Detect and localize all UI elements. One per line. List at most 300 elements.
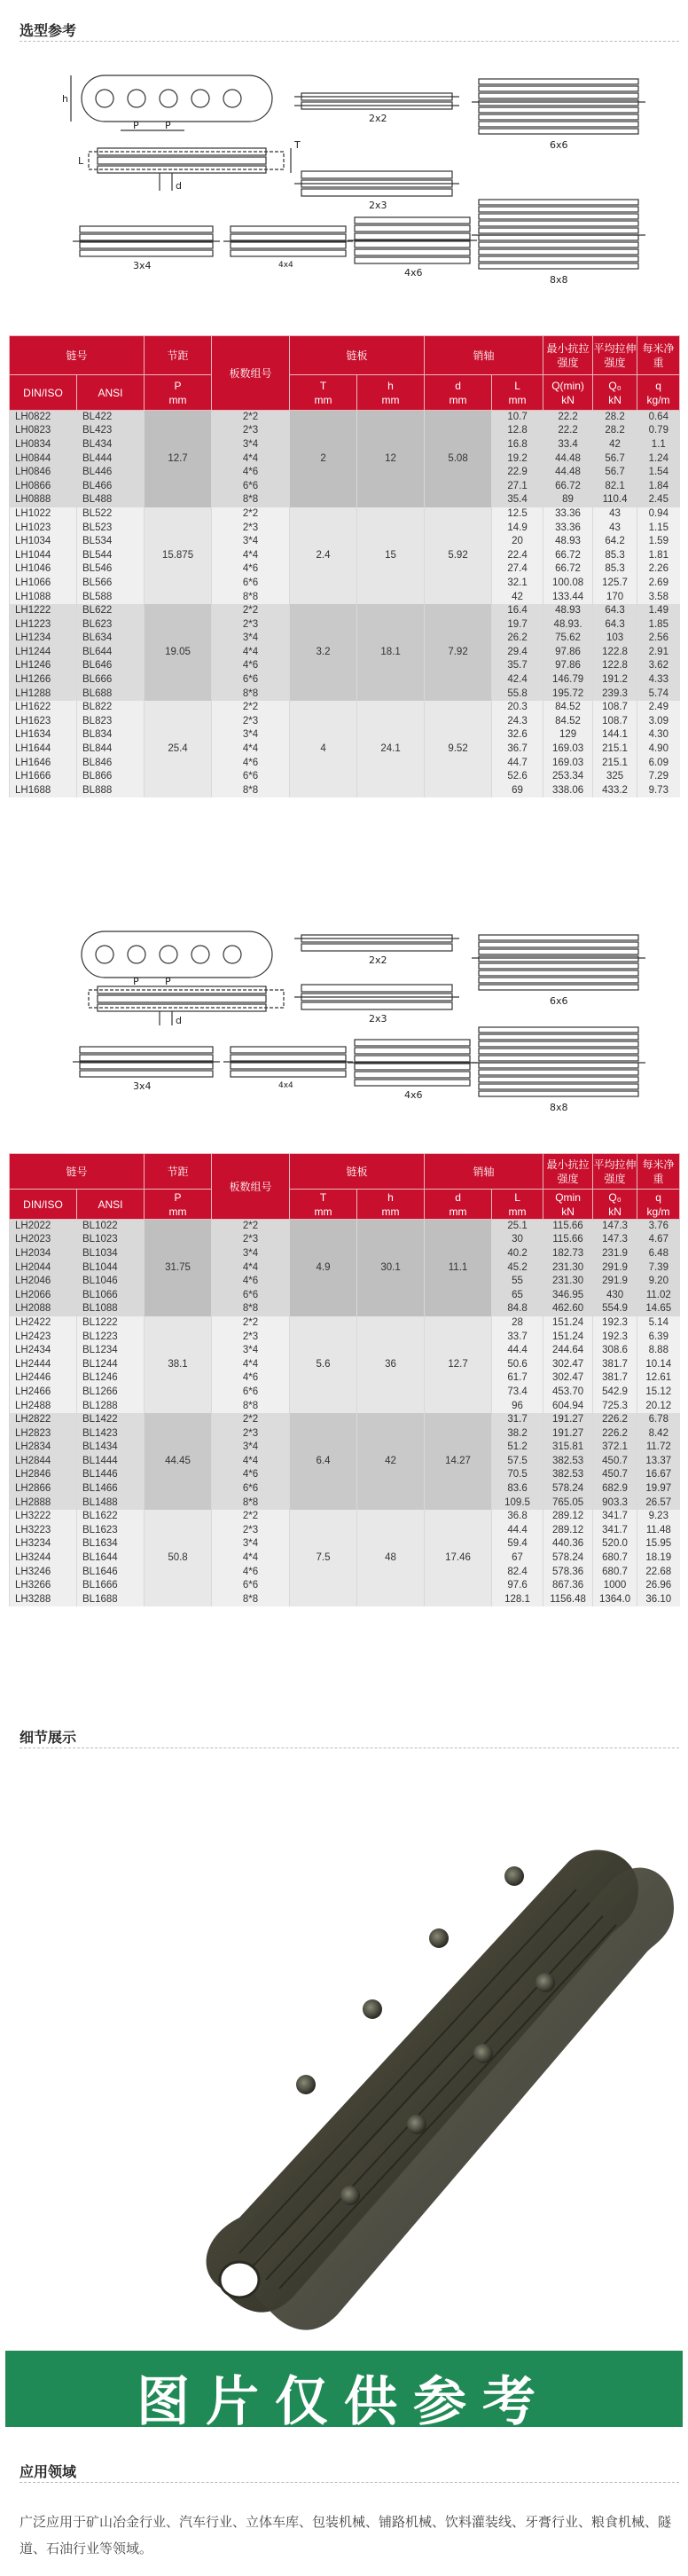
table-cell: 43	[593, 521, 637, 535]
banner-text: 图片仅供参考	[137, 2371, 551, 2433]
table-cell: LH2823	[10, 1426, 77, 1441]
table-cell: LH1046	[10, 562, 77, 577]
table-cell: 381.7	[593, 1371, 637, 1386]
table-cell: 231.9	[593, 1247, 637, 1261]
header-q0-sym: Q₀	[608, 379, 622, 392]
h-cell: 42	[357, 1413, 425, 1510]
header-t-unit: mm	[314, 1205, 332, 1218]
header-plate: 链板	[290, 1154, 425, 1190]
label-6x6: 6x6	[550, 139, 568, 151]
table-cell: 28	[492, 1316, 543, 1331]
table-cell: 725.3	[593, 1399, 637, 1413]
t-cell: 7.5	[290, 1510, 357, 1606]
table-cell: LH2434	[10, 1344, 77, 1358]
table-cell: LH1623	[10, 715, 77, 729]
table-cell: 462.60	[543, 1302, 593, 1316]
table-cell: 291.9	[593, 1275, 637, 1289]
table-cell: 14.65	[637, 1302, 680, 1316]
table-cell: LH1022	[10, 507, 77, 522]
table-cell: 57.5	[492, 1455, 543, 1469]
table-cell: 20	[492, 535, 543, 549]
table-cell: 97.6	[492, 1579, 543, 1593]
section-detail-heading	[0, 1723, 688, 1749]
section-title: 选型参考	[20, 22, 77, 39]
table-cell: 33.7	[492, 1330, 543, 1344]
table-cell: 84.8	[492, 1302, 543, 1316]
table-cell: LH1088	[10, 590, 77, 604]
header-w-unit: kg/m	[646, 393, 670, 406]
header-chain-no: 链号	[10, 1154, 145, 1190]
header-w-sym: q	[655, 1190, 661, 1204]
table-cell: 0.64	[637, 411, 680, 425]
table-cell: 578.24	[543, 1551, 593, 1566]
table-cell: 6*6	[212, 673, 290, 687]
table-cell: 83.6	[492, 1482, 543, 1496]
table-cell: BL634	[77, 632, 145, 646]
table-cell: LH2088	[10, 1302, 77, 1316]
table-cell: 226.2	[593, 1426, 637, 1441]
table-cell: 97.86	[543, 659, 593, 673]
spec-table-2	[9, 1153, 680, 1606]
table-cell: 15.95	[637, 1537, 680, 1551]
table-row	[10, 507, 680, 522]
table-cell: BL1266	[77, 1386, 145, 1400]
header-din-iso: DIN/ISO	[10, 375, 77, 411]
table-cell: BL1022	[77, 1220, 145, 1234]
pitch-cell: 31.75	[145, 1220, 212, 1316]
chain-lacing-diagram-2	[62, 923, 647, 1149]
table-cell: 19.7	[492, 617, 543, 632]
table-cell: 66.72	[543, 562, 593, 577]
table-cell: 61.7	[492, 1371, 543, 1386]
table-cell: 1156.48	[543, 1593, 593, 1607]
header-w-unit: kg/m	[646, 1205, 670, 1218]
table-cell: LH1266	[10, 673, 77, 687]
table-cell: 253.34	[543, 770, 593, 784]
table-cell: LH1023	[10, 521, 77, 535]
header-ansi: ANSI	[77, 375, 145, 411]
table-cell: LH0888	[10, 493, 77, 507]
table-cell: 65	[492, 1288, 543, 1302]
table-cell: 6.78	[637, 1413, 680, 1427]
table-cell: 28.2	[593, 424, 637, 438]
header-min-tensile: 最小抗拉强度	[543, 336, 593, 375]
table-cell: 56.7	[593, 452, 637, 466]
section-title: 细节展示	[20, 1729, 77, 1746]
table-cell: 2*3	[212, 424, 290, 438]
table-cell: 4*4	[212, 1357, 290, 1371]
table-cell: 9.73	[637, 784, 680, 798]
table-cell: 64.2	[593, 535, 637, 549]
label-3x4: 3x4	[133, 260, 152, 271]
table-cell: 2*2	[212, 411, 290, 425]
header-t-sym: T	[319, 1190, 327, 1204]
table-cell: 338.06	[543, 784, 593, 798]
t-cell: 2	[290, 411, 357, 507]
header-chain-no: 链号	[10, 336, 145, 375]
table-cell: LH0866	[10, 479, 77, 493]
table-cell: BL844	[77, 742, 145, 757]
table-cell: 9.23	[637, 1510, 680, 1524]
h-cell: 36	[357, 1316, 425, 1413]
table-cell: 144.1	[593, 728, 637, 742]
table-cell: 44.4	[492, 1524, 543, 1538]
label-8x8: 8x8	[550, 1102, 568, 1113]
table-cell: 11.02	[637, 1288, 680, 1302]
table-cell: 169.03	[543, 756, 593, 770]
table-cell: 44.48	[543, 452, 593, 466]
table-cell: 1.85	[637, 617, 680, 632]
table-cell: BL666	[77, 673, 145, 687]
table-cell: 129	[543, 728, 593, 742]
table-cell: 3*4	[212, 632, 290, 646]
t-cell: 3.2	[290, 604, 357, 701]
table-cell: 29.4	[492, 646, 543, 660]
header-lacing: 板数组号	[212, 1154, 290, 1220]
table-cell: 10.7	[492, 411, 543, 425]
table-cell: 33.4	[543, 438, 593, 452]
table-cell: 680.7	[593, 1565, 637, 1579]
pitch-cell: 50.8	[145, 1510, 212, 1606]
table-cell: 192.3	[593, 1316, 637, 1331]
table-cell: 6*6	[212, 1288, 290, 1302]
label-8x8: 8x8	[550, 274, 568, 286]
table-cell: 3.76	[637, 1220, 680, 1234]
header-q0	[593, 375, 637, 411]
table-cell: 16.4	[492, 604, 543, 618]
table-cell: 32.1	[492, 577, 543, 591]
table-cell: 4.90	[637, 742, 680, 757]
table-cell: 346.95	[543, 1288, 593, 1302]
table-cell: 8.88	[637, 1344, 680, 1358]
h-cell: 48	[357, 1510, 425, 1606]
label-2x3: 2x3	[369, 1013, 387, 1025]
table-cell: 115.66	[543, 1233, 593, 1247]
label-3x4: 3x4	[133, 1080, 152, 1092]
table-cell: 244.64	[543, 1344, 593, 1358]
table-cell: 239.3	[593, 687, 637, 701]
table-cell: BL623	[77, 617, 145, 632]
table-cell: BL588	[77, 590, 145, 604]
table-cell: LH1222	[10, 604, 77, 618]
h-cell: 24.1	[357, 701, 425, 797]
label-2x3: 2x3	[369, 200, 387, 211]
table-cell: 450.7	[593, 1455, 637, 1469]
table-cell: 36.8	[492, 1510, 543, 1524]
header-t-sym: T	[319, 379, 327, 392]
table-cell: BL1434	[77, 1441, 145, 1455]
table-cell: 3*4	[212, 728, 290, 742]
table-cell: 3*4	[212, 1247, 290, 1261]
table-cell: 578.36	[543, 1565, 593, 1579]
table-cell: 5.14	[637, 1316, 680, 1331]
t-cell: 4	[290, 701, 357, 797]
table-cell: 430	[593, 1288, 637, 1302]
header-q0-unit: kN	[608, 1205, 622, 1218]
table-cell: LH1634	[10, 728, 77, 742]
spec-table-body	[10, 1220, 680, 1607]
table-cell: 45.2	[492, 1261, 543, 1275]
header-d-sym: d	[455, 1190, 461, 1204]
table-cell: 69	[492, 784, 543, 798]
table-cell: 604.94	[543, 1399, 593, 1413]
table-cell: LH2066	[10, 1288, 77, 1302]
table-cell: 22.9	[492, 466, 543, 480]
table-cell: LH2423	[10, 1330, 77, 1344]
table-cell: LH2844	[10, 1455, 77, 1469]
header-d-unit: mm	[449, 393, 467, 406]
table-cell: 151.24	[543, 1316, 593, 1331]
section-application-heading	[0, 2457, 688, 2484]
table-cell: 341.7	[593, 1524, 637, 1538]
table-cell: 5.74	[637, 687, 680, 701]
table-cell: LH1066	[10, 577, 77, 591]
table-cell: 192.3	[593, 1330, 637, 1344]
table-cell: 36.10	[637, 1593, 680, 1607]
table-cell: LH2046	[10, 1275, 77, 1289]
table-cell: LH1234	[10, 632, 77, 646]
table-cell: 84.52	[543, 715, 593, 729]
pitch-cell: 15.875	[145, 507, 212, 604]
table-cell: 1.54	[637, 466, 680, 480]
table-cell: 372.1	[593, 1441, 637, 1455]
table-cell: 195.72	[543, 687, 593, 701]
header-q0	[593, 1190, 637, 1220]
d-cell: 9.52	[425, 701, 492, 797]
table-cell: 108.7	[593, 715, 637, 729]
header-l-unit: mm	[508, 393, 527, 406]
table-cell: 3.09	[637, 715, 680, 729]
table-cell: 3*4	[212, 1537, 290, 1551]
table-cell: BL1423	[77, 1426, 145, 1441]
table-cell: 1.15	[637, 521, 680, 535]
label-4x6: 4x6	[404, 267, 423, 279]
table-cell: 169.03	[543, 742, 593, 757]
table-cell: 151.24	[543, 1330, 593, 1344]
h-cell: 30.1	[357, 1220, 425, 1316]
header-pin: 销轴	[425, 336, 543, 375]
table-cell: 128.1	[492, 1593, 543, 1607]
table-cell: 8*8	[212, 1399, 290, 1413]
table-cell: 147.3	[593, 1220, 637, 1234]
d-cell: 12.7	[425, 1316, 492, 1413]
table-cell: 14.9	[492, 521, 543, 535]
table-cell: 42.4	[492, 673, 543, 687]
table-cell: 6*6	[212, 1386, 290, 1400]
table-cell: BL888	[77, 784, 145, 798]
header-t	[290, 1190, 357, 1220]
table-cell: 433.2	[593, 784, 637, 798]
table-cell: BL522	[77, 507, 145, 522]
table-cell: 11.72	[637, 1441, 680, 1455]
table-cell: 2.26	[637, 562, 680, 577]
table-cell: 8*8	[212, 590, 290, 604]
table-cell: LH2822	[10, 1413, 77, 1427]
table-cell: 4*4	[212, 1261, 290, 1275]
table-cell: BL644	[77, 646, 145, 660]
header-l-sym: L	[514, 1190, 520, 1204]
application-description: 广泛应用于矿山冶金行业、汽车行业、立体车库、包装机械、铺路机械、饮料灌装线、牙膏行业、粮食机械、隧道、石油行业等领域。	[20, 2514, 672, 2556]
table-cell: LH3288	[10, 1593, 77, 1607]
table-cell: 4*6	[212, 466, 290, 480]
table-cell: 22.4	[492, 548, 543, 562]
table-cell: 44.48	[543, 466, 593, 480]
table-cell: 3*4	[212, 535, 290, 549]
table-cell: 341.7	[593, 1510, 637, 1524]
table-cell: LH3266	[10, 1579, 77, 1593]
header-h-sym: h	[387, 379, 394, 392]
table-cell: 125.7	[593, 577, 637, 591]
table-cell: BL1046	[77, 1275, 145, 1289]
table-cell: 2*2	[212, 1510, 290, 1524]
table-cell: 4*4	[212, 742, 290, 757]
table-cell: 8.42	[637, 1426, 680, 1441]
table-cell: 52.6	[492, 770, 543, 784]
table-cell: BL1623	[77, 1524, 145, 1538]
d-cell: 11.1	[425, 1220, 492, 1316]
table-cell: LH1034	[10, 535, 77, 549]
table-cell: 7.29	[637, 770, 680, 784]
label-P: P	[165, 120, 171, 131]
table-cell: 6*6	[212, 479, 290, 493]
table-cell: 3.62	[637, 659, 680, 673]
t-cell: 6.4	[290, 1413, 357, 1510]
table-cell: LH0834	[10, 438, 77, 452]
table-cell: 82.4	[492, 1565, 543, 1579]
header-l-unit: mm	[508, 1205, 527, 1218]
header-weight: 每米净重	[637, 1154, 680, 1190]
table-cell: 3*4	[212, 438, 290, 452]
table-cell: 110.4	[593, 493, 637, 507]
table-cell: 44.7	[492, 756, 543, 770]
table-cell: 13.37	[637, 1455, 680, 1469]
table-cell: 38.2	[492, 1426, 543, 1441]
label-P: P	[165, 976, 171, 987]
table-cell: LH0822	[10, 411, 77, 425]
table-cell: 67	[492, 1551, 543, 1566]
table-cell: 7.39	[637, 1261, 680, 1275]
header-p-sym: P	[174, 1190, 182, 1204]
table-cell: 1000	[593, 1579, 637, 1593]
header-p-unit: mm	[168, 393, 187, 406]
table-cell: LH0846	[10, 466, 77, 480]
table-cell: LH0844	[10, 452, 77, 466]
table-cell: 1.49	[637, 604, 680, 618]
table-cell: 10.14	[637, 1357, 680, 1371]
table-cell: 22.68	[637, 1565, 680, 1579]
table-cell: 765.05	[543, 1496, 593, 1510]
table-cell: BL1466	[77, 1482, 145, 1496]
table-cell: 24.3	[492, 715, 543, 729]
label-4x4: 4x4	[278, 261, 293, 270]
table-cell: 382.53	[543, 1468, 593, 1482]
table-cell: 231.30	[543, 1261, 593, 1275]
table-cell: BL544	[77, 548, 145, 562]
table-row	[10, 604, 680, 618]
table-cell: 85.3	[593, 548, 637, 562]
table-cell: LH2044	[10, 1261, 77, 1275]
table-cell: LH1666	[10, 770, 77, 784]
table-cell: 55	[492, 1275, 543, 1289]
table-cell: 9.20	[637, 1275, 680, 1289]
table-cell: LH0823	[10, 424, 77, 438]
header-q	[543, 375, 593, 411]
table-cell: LH2888	[10, 1496, 77, 1510]
header-din-iso: DIN/ISO	[10, 1190, 77, 1220]
table-cell: 6*6	[212, 770, 290, 784]
table-cell: 12.8	[492, 424, 543, 438]
table-cell: 578.24	[543, 1482, 593, 1496]
t-cell: 2.4	[290, 507, 357, 604]
table-cell: 1.1	[637, 438, 680, 452]
table-cell: 82.1	[593, 479, 637, 493]
table-cell: 48.93.	[543, 617, 593, 632]
h-cell: 18.1	[357, 604, 425, 701]
table-cell: BL1223	[77, 1330, 145, 1344]
table-cell: 682.9	[593, 1482, 637, 1496]
table-cell: 4*6	[212, 562, 290, 577]
table-cell: BL1422	[77, 1413, 145, 1427]
header-t	[290, 375, 357, 411]
pitch-cell: 44.45	[145, 1413, 212, 1510]
table-cell: 520.0	[593, 1537, 637, 1551]
header-avg-tensile: 平均拉伸强度	[593, 336, 637, 375]
label-P: P	[133, 976, 139, 987]
table-cell: 16.8	[492, 438, 543, 452]
table-cell: 4*4	[212, 646, 290, 660]
table-cell: BL546	[77, 562, 145, 577]
table-cell: 2.45	[637, 493, 680, 507]
header-plate: 链板	[290, 336, 425, 375]
table-cell: 147.3	[593, 1233, 637, 1247]
table-cell: 680.7	[593, 1551, 637, 1566]
table-cell: 85.3	[593, 562, 637, 577]
table-cell: 25.1	[492, 1220, 543, 1234]
table-cell: 302.47	[543, 1371, 593, 1386]
header-h-sym: h	[387, 1190, 394, 1204]
table-cell: BL622	[77, 604, 145, 618]
dashed-divider	[20, 41, 679, 42]
h-cell: 12	[357, 411, 425, 507]
header-weight: 每米净重	[637, 336, 680, 375]
table-cell: 19.97	[637, 1482, 680, 1496]
table-cell: 226.2	[593, 1413, 637, 1427]
table-cell: 2*2	[212, 507, 290, 522]
table-cell: 20.3	[492, 701, 543, 715]
table-cell: 2*3	[212, 617, 290, 632]
header-pin: 销轴	[425, 1154, 543, 1190]
table-cell: 33.36	[543, 521, 593, 535]
table-cell: LH1223	[10, 617, 77, 632]
table-cell: BL1034	[77, 1247, 145, 1261]
table-cell: 2*2	[212, 1413, 290, 1427]
chain-body	[207, 1850, 674, 2330]
table-cell: 16.67	[637, 1468, 680, 1482]
table-cell: 4*6	[212, 756, 290, 770]
table-cell: BL646	[77, 659, 145, 673]
table-cell: 8*8	[212, 1593, 290, 1607]
table-cell: 2*2	[212, 1220, 290, 1234]
table-cell: 903.3	[593, 1496, 637, 1510]
table-cell: BL488	[77, 493, 145, 507]
table-cell: 191.27	[543, 1426, 593, 1441]
table-cell: 55.8	[492, 687, 543, 701]
table-cell: 64.3	[593, 617, 637, 632]
table-cell: 27.4	[492, 562, 543, 577]
table-cell: BL1646	[77, 1565, 145, 1579]
table-cell: 2.69	[637, 577, 680, 591]
dashed-divider	[20, 2482, 679, 2483]
